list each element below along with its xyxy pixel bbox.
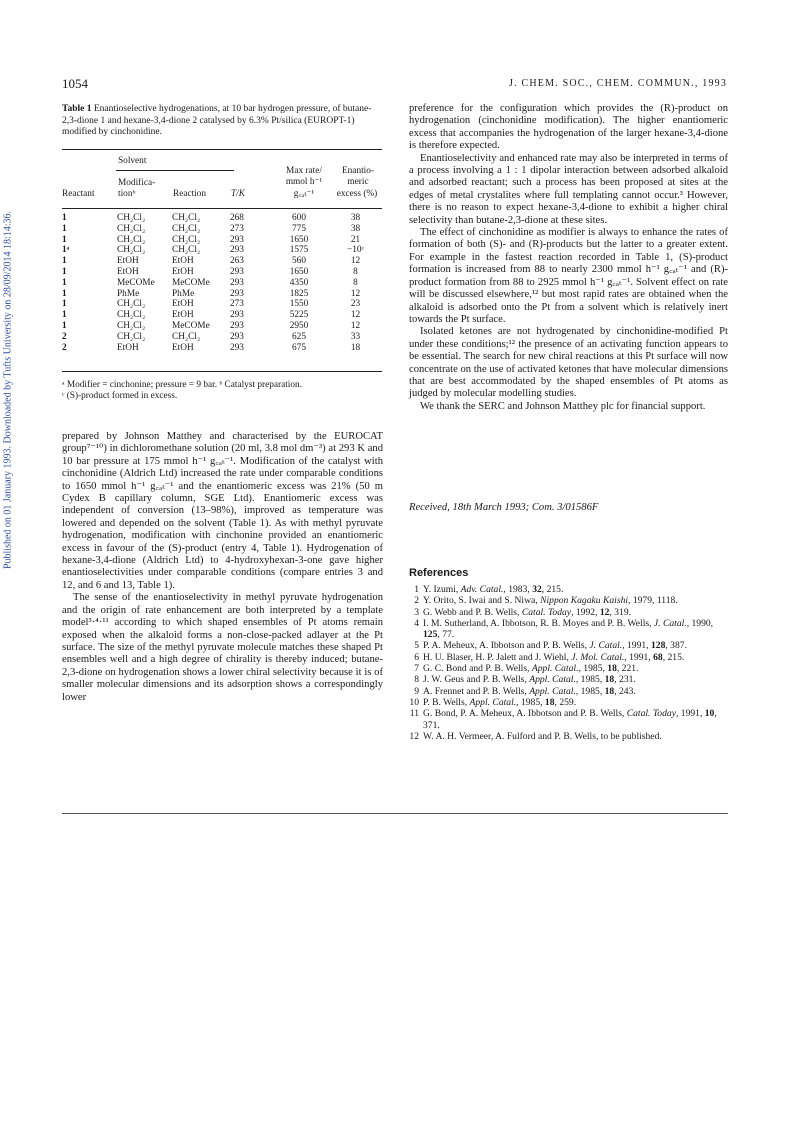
cell-modification: CH₂Cl₂ <box>117 223 146 234</box>
cell-reaction: EtOH <box>172 256 194 267</box>
cell-rate: 560 <box>292 256 306 267</box>
cell-rate: 625 <box>292 331 306 342</box>
reference-year: , 1985, <box>516 696 545 708</box>
table-caption <box>62 104 380 139</box>
cell-ee: 8 <box>353 277 358 288</box>
page-bottom-rule <box>62 813 728 814</box>
reference-journal: Catal. Today <box>521 606 572 618</box>
cell-ee: 21 <box>350 234 361 245</box>
cell-reactant: 1 <box>62 299 67 310</box>
reference-item <box>409 674 729 685</box>
reference-volume: 18 <box>604 685 615 697</box>
cell-modification: CH₂Cl₂ <box>117 310 146 321</box>
reference-pages: , 371. <box>423 708 717 731</box>
reference-journal: Appl. Catal. <box>529 674 576 686</box>
cell-rate: 775 <box>292 223 306 234</box>
cell-reactant: 1 <box>62 310 67 321</box>
reference-volume: 18 <box>604 674 615 686</box>
cell-rate: 1575 <box>289 245 309 256</box>
left-paragraph-2: The sense of the enantioselectivity in methyl pyruvate hydrogenation and the origin of rate enhancement are both interpreted by a template model³·⁴·¹¹ according to which shaped ensembles of Pt atoms remain exposed when the alkaloid forms a non-close-packed adlayer at the Pt surface. The size of the methyl pyruvate molecule matches these shaped Pt ensembles well and a high degree of chirality is thereby induced; butane-2,3-dione on hydrogenation shows a lower chiral selectivity because it is of smaller molecular dimensions and its adsorption shows a correspondingly lower <box>62 592 383 703</box>
reference-journal: J. Catal. <box>653 617 687 629</box>
cell-reaction: CH₂Cl₂ <box>172 234 201 245</box>
cell-ee: 33 <box>350 331 361 342</box>
table-footnote-2: ᶜ (S)-product formed in excess. <box>62 391 178 401</box>
reference-number: 10 <box>409 696 419 708</box>
reference-volume: 12 <box>599 606 610 618</box>
reference-journal: J. Mol. Catal. <box>571 651 625 663</box>
cell-modification: EtOH <box>117 256 139 267</box>
cell-reaction: EtOH <box>172 342 194 353</box>
table-header-rule <box>62 208 382 209</box>
cell-reaction: CH₂Cl₂ <box>172 213 201 223</box>
cell-modification: CH₂Cl₂ <box>117 245 146 256</box>
reference-year: , 1991, <box>675 708 705 720</box>
cell-rate: 2950 <box>289 320 309 331</box>
header-solvent: Solvent <box>118 156 147 166</box>
cell-ee: 18 <box>350 342 361 353</box>
reference-authors: P. A. Meheux, A. Ibbotson and P. B. Wells, <box>423 640 590 652</box>
reference-item <box>409 686 729 697</box>
cell-ee: 12 <box>350 288 361 299</box>
cell-rate: 675 <box>292 342 306 353</box>
cell-ee: 12 <box>350 310 361 321</box>
header-ee-3: excess (%) <box>336 189 378 199</box>
reference-pages: , 215. <box>662 651 685 663</box>
right-column-text <box>409 103 728 413</box>
table-row <box>62 235 383 246</box>
cell-modification: EtOH <box>117 342 139 353</box>
table-row <box>62 310 383 321</box>
right-paragraph-2: Enantioselectivity and enhanced rate may also be interpreted in terms of a process involving a 1 : 1 dipolar interaction between adsorbed alkaloid and adsorbed reactant; such a process has been proposed at sites at the edges of metal crystalites where full templating cannot occur.³ However, there is no reason to expect hexane-3,4-dione to exhibit a higher chiral selectivity than butane-2,3-dione at these sites. <box>409 152 728 226</box>
reference-authors: H. U. Blaser, H. P. Jalett and J. Wiehl, <box>423 651 572 663</box>
reference-year: , 1983, <box>503 584 533 595</box>
reference-item <box>409 607 729 618</box>
table-caption-label: Table 1 <box>62 104 92 114</box>
cell-temp: 293 <box>230 342 244 353</box>
right-paragraph-4: Isolated ketones are not hydrogenated by cinchonidine-modified Pt under these conditions;¹² the presence of an activating function appears to be essential. The search for new chiral reactions at this Pt surface will now concentrate on the use of activated ketones that have molecular dimensions that are best accommodated by the shaped ensembles of Pt atoms as judged by molecular modelling studies. <box>409 326 728 400</box>
cell-reaction: EtOH <box>172 266 194 277</box>
reference-pages: , 319. <box>609 606 632 618</box>
cell-temp: 293 <box>230 288 244 299</box>
reference-volume: 10 <box>704 708 715 720</box>
reference-year: , 1985, <box>575 674 605 686</box>
cell-modification: MeCOMe <box>117 277 155 288</box>
reference-year: , 1991, <box>624 651 654 663</box>
download-notice-text: Published on 01 January 1993. Downloaded by Tufts University on 28/09/2014 18:14:36. <box>2 210 14 570</box>
table-top-rule <box>62 149 382 150</box>
header-reaction: Reaction <box>173 189 207 199</box>
table-row <box>62 299 383 310</box>
reference-authors: G. C. Bond and P. B. Wells, <box>423 663 532 675</box>
cell-ee: 23 <box>350 299 361 310</box>
header-rate-1: Max rate/ <box>286 166 322 176</box>
cell-ee: 12 <box>350 320 361 331</box>
reference-number: 2 <box>414 595 419 607</box>
reference-item <box>409 708 729 731</box>
header-modification-1: Modifica- <box>118 178 156 188</box>
reference-authors: Y. Izumi, <box>423 584 461 595</box>
right-paragraph-5: We thank the SERC and Johnson Matthey plc for financial support. <box>420 400 706 412</box>
reference-pages: , 259. <box>554 696 577 708</box>
header-rate-2: mmol h⁻¹ <box>285 177 323 187</box>
reference-journal: Adv. Catal. <box>460 584 504 595</box>
cell-reactant: 1 <box>62 277 67 288</box>
reference-volume: 18 <box>544 696 555 708</box>
reference-journal: J. Catal. <box>589 640 623 652</box>
received-line: Received, 18th March 1993; Com. 3/01586F <box>409 502 599 513</box>
cell-reaction: EtOH <box>172 310 194 321</box>
cell-reactant: 2 <box>62 331 67 342</box>
reference-volume: 68 <box>653 651 663 663</box>
reference-number: 4 <box>414 617 419 629</box>
cell-rate: 1550 <box>289 299 309 310</box>
cell-reaction: MeCOMe <box>172 277 210 288</box>
results-table <box>62 213 383 353</box>
table-caption-text: Enantioselective hydrogenations, at 10 bar hydrogen pressure, of butane-2,3-dione 1 and hexane-3,4-dione 2 catalysed by 6.3% Pt/silica (EUROPT-1) modified by cinchonidine. <box>62 104 372 137</box>
cell-modification: CH₂Cl₂ <box>117 234 146 245</box>
reference-volume: 32 <box>532 584 542 595</box>
cell-reaction: EtOH <box>172 299 194 310</box>
cell-reaction: CH₂Cl₂ <box>172 331 201 342</box>
cell-reactant: 2 <box>62 342 67 353</box>
header-temperature: T/K <box>231 189 245 199</box>
cell-temp: 293 <box>230 310 244 321</box>
table-row <box>62 267 383 278</box>
reference-authors: I. M. Sutherland, A. Ibbotson, R. B. Moyes and P. B. Wells, <box>423 617 654 629</box>
cell-reactant: 1 <box>62 320 67 331</box>
reference-number: 7 <box>414 663 419 675</box>
reference-year: , 1990, <box>686 617 714 629</box>
cell-reaction: CH₂Cl₂ <box>172 223 201 234</box>
cell-reaction: MeCOMe <box>172 320 210 331</box>
reference-number: 12 <box>409 730 419 742</box>
reference-number: 11 <box>409 708 419 720</box>
reference-authors: Y. Orito, S. Iwai and S. Niwa, <box>423 595 541 607</box>
table-bottom-rule <box>62 371 382 372</box>
table-row <box>62 224 383 235</box>
table-row <box>62 213 383 224</box>
cell-reactant: 1 <box>62 213 67 223</box>
references-list <box>409 584 729 742</box>
right-paragraph-1: preference for the configuration which provides the (R)-product on hydrogenation (cinchonidine modification). The higher enantiomeric excess that accompanies the hydrogenation of the larger hexane-3,4-dione is therefore expected. <box>409 103 728 152</box>
reference-number: 5 <box>414 640 419 652</box>
cell-reactant: 1 <box>62 223 67 234</box>
cell-reaction: CH₂Cl₂ <box>172 245 201 256</box>
cell-ee: 38 <box>350 223 361 234</box>
reference-pages: , 243. <box>614 685 636 697</box>
reference-journal: Appl. Catal. <box>529 685 576 697</box>
cell-rate: 1825 <box>289 288 309 299</box>
reference-item <box>409 663 729 674</box>
cell-ee: 38 <box>350 213 361 223</box>
reference-pages: , 77. <box>437 629 455 641</box>
left-paragraph-1: prepared by Johnson Matthey and characterised by the EUROCAT group⁷⁻¹⁰) in dichloromethane solution (20 ml, 3.8 mol dm⁻³) at 293 K and 10 bar pressure at 175 mmol h⁻¹ g꜀ₐₜ⁻¹. Modification of the catalyst with cinchonidine (Aldrich Ltd) increased the rate under comparable conditions to 1650 mmol h⁻¹ g꜀ₐₜ⁻¹ and the enantiomeric excess was 21% (50 m Cydex B capillary column, SGE Ltd). Enantiomeric excess was independent of conversion (13–98%), improved as temperature was lowered and depended on the solvent (Table 1). As with methyl pyruvate hydrogenation, modification with cinchonine provided an enantiomeric excess in favour of the (S)-product (entry 4, Table 1). Hydrogenation of hexane-3,4-dione (Aldrich Ltd) to 4-hydroxyhexan-3-one gave higher enantioselectivities under comparable conditions (compare entries 3 and 12, and 6 and 13, Table 1). <box>62 431 383 591</box>
cell-temp: 293 <box>230 234 244 245</box>
reference-volume: 128 <box>650 640 666 652</box>
right-paragraph-3: The effect of cinchonidine as modifier is always to enhance the rates of formation of both (S)- and (R)-products but the latter to a greater extent. For example in the fastest reaction recorded in Table 1, (S)-product formation is increased from 88 to nearly 2300 mmol h⁻¹ g꜀ₐₜ⁻¹ and (R)-product formation from 88 to 2925 mmol h⁻¹ g꜀ₐₜ⁻¹. Solvent effect on rate will be discussed elsewhere,¹² but most rapid rates are obtained when the alkaloid is adsorbed onto the Pt from a solvent which is relatively inert towards the Pt surface. <box>409 227 728 325</box>
cell-rate: 1650 <box>289 266 309 277</box>
references-heading: References <box>409 567 469 579</box>
table-row <box>62 332 383 343</box>
cell-ee: 8 <box>353 266 358 277</box>
header-ee-2: meric <box>347 177 369 187</box>
cell-temp: 293 <box>230 245 244 256</box>
reference-item <box>409 595 729 606</box>
reference-year: , 1992, <box>571 606 600 618</box>
table-row <box>62 343 383 354</box>
reference-authors: G. Bond, P. A. Meheux, A. Ibbotson and P. B. Wells, <box>423 708 627 720</box>
reference-pages: , 231. <box>614 674 636 686</box>
reference-number: 9 <box>414 685 419 697</box>
table-row <box>62 321 383 332</box>
cell-modification: EtOH <box>117 266 139 277</box>
reference-number: 1 <box>414 584 419 595</box>
left-column-text <box>62 431 383 704</box>
cell-modification: CH₂Cl₂ <box>117 320 146 331</box>
page-number: 1054 <box>62 76 88 91</box>
cell-reactant: 1 <box>62 288 67 299</box>
cell-temp: 293 <box>230 277 244 288</box>
reference-number: 6 <box>414 651 419 663</box>
reference-authors: A. Frennet and P. B. Wells, <box>423 685 530 697</box>
cell-rate: 4350 <box>289 277 309 288</box>
reference-pages: , 215. <box>541 584 564 595</box>
cell-modification: CH₂Cl₂ <box>117 213 146 223</box>
reference-volume: 125 <box>423 629 438 641</box>
cell-temp: 293 <box>230 266 244 277</box>
cell-temp: 273 <box>230 299 244 310</box>
reference-authors: W. A. H. Vermeer, A. Fulford and P. B. Wells, to be published. <box>423 730 662 742</box>
reference-journal: Nippon Kagaku Kaishi <box>540 595 629 607</box>
reference-year: , 1991, <box>622 640 651 652</box>
cell-reactant: 1 <box>62 234 67 245</box>
cell-temp: 293 <box>230 320 244 331</box>
reference-volume: 18 <box>607 663 617 675</box>
reference-authors: G. Webb and P. B. Wells, <box>423 606 522 618</box>
reference-item <box>409 697 729 708</box>
cell-modification: CH₂Cl₂ <box>117 331 146 342</box>
header-ee-1: Enantio- <box>341 166 374 176</box>
reference-year: , 1985, <box>575 685 605 697</box>
cell-temp: 263 <box>230 256 244 267</box>
cell-temp: 273 <box>230 223 244 234</box>
reference-journal: Appl. Catal. <box>469 696 517 708</box>
cell-reactant: 1 <box>62 256 67 267</box>
reference-number: 3 <box>414 606 419 618</box>
cell-reaction: PhMe <box>172 288 195 299</box>
reference-year: , 1985, <box>578 663 608 675</box>
cell-modification: PhMe <box>117 288 140 299</box>
reference-pages: 1118. <box>656 595 678 607</box>
cell-rate: 600 <box>292 213 306 223</box>
reference-year: , 1979, <box>628 595 657 607</box>
reference-pages: , 221. <box>616 663 639 675</box>
reference-journal: Appl. Catal. <box>531 663 579 675</box>
table-row <box>62 278 383 289</box>
table-row <box>62 289 383 300</box>
reference-authors: P. B. Wells, <box>423 696 470 708</box>
cell-temp: 293 <box>230 331 244 342</box>
cell-reactant: 1 <box>62 266 67 277</box>
reference-item <box>409 584 729 595</box>
reference-authors: J. W. Geus and P. B. Wells, <box>423 674 530 686</box>
cell-ee: −10ᶜ <box>347 245 364 256</box>
reference-item <box>409 731 729 742</box>
cell-rate: 5225 <box>289 310 309 321</box>
reference-item <box>409 618 729 641</box>
reference-item <box>409 640 729 651</box>
reference-number: 8 <box>414 674 419 686</box>
reference-item <box>409 652 729 663</box>
table-footnote-1: ᵃ Modifier = cinchonine; pressure = 9 bar. ᵇ Catalyst preparation. <box>62 380 302 390</box>
download-notice <box>2 140 14 640</box>
cell-modification: CH₂Cl₂ <box>117 299 146 310</box>
solvent-span-rule <box>116 170 234 171</box>
reference-journal: Catal. Today <box>626 708 676 720</box>
cell-rate: 1650 <box>289 234 309 245</box>
cell-temp: 268 <box>230 213 244 223</box>
cell-reactant: 1ᵃ <box>62 245 70 256</box>
reference-pages: , 387. <box>665 640 687 652</box>
cell-ee: 12 <box>350 256 361 267</box>
header-modification-2: tionᵇ <box>118 189 136 199</box>
table-row <box>62 245 383 256</box>
table-footnotes <box>62 380 384 402</box>
header-reactant: Reactant <box>62 189 95 199</box>
header-rate-3: g꜀ₐₜ⁻¹ <box>293 189 315 199</box>
journal-header: J. CHEM. SOC., CHEM. COMMUN., 1993 <box>509 78 728 89</box>
table-row <box>62 256 383 267</box>
